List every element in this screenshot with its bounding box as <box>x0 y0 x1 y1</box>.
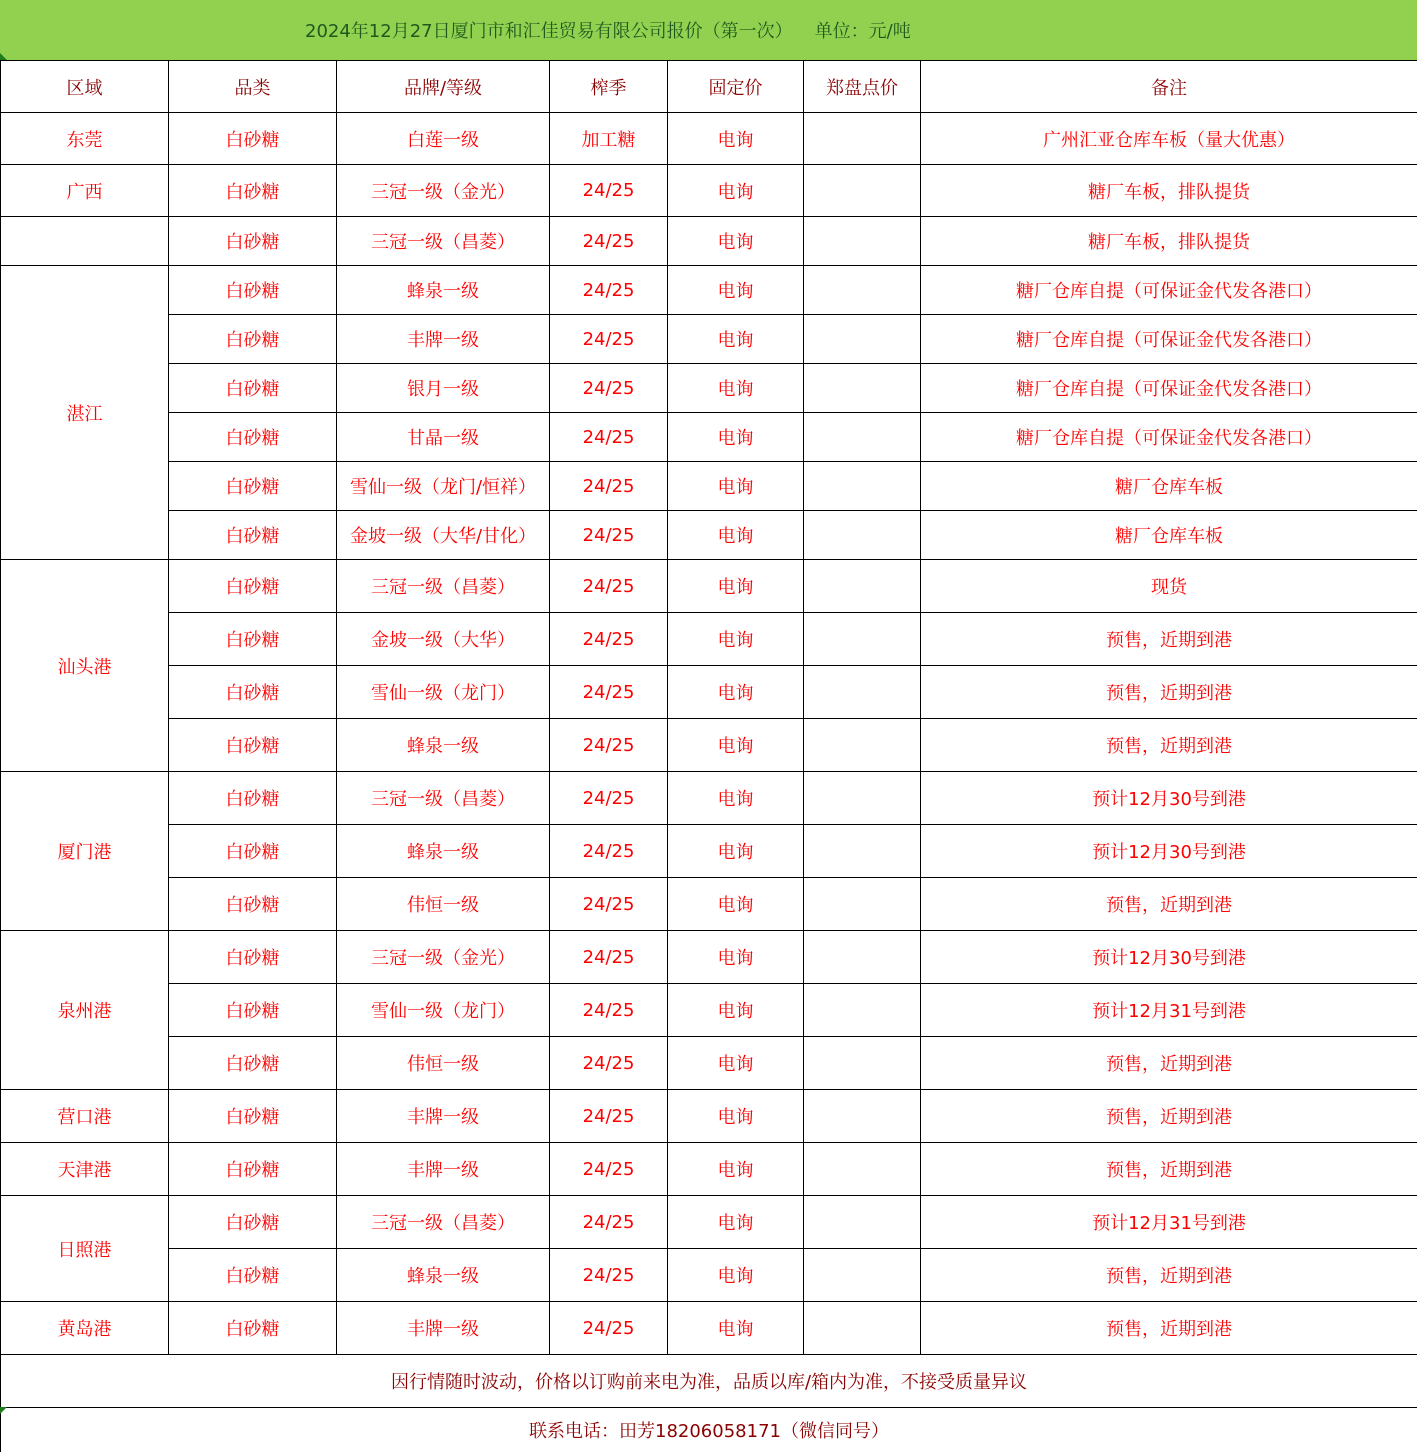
brand-cell: 蜂泉一级 <box>337 1249 550 1302</box>
fixed-price-cell: 电询 <box>668 315 804 364</box>
brand-cell: 三冠一级（昌菱） <box>337 772 550 825</box>
table-row <box>1 462 1417 511</box>
cell-indicator-icon <box>0 53 7 60</box>
brand-cell: 三冠一级（昌菱） <box>337 217 550 266</box>
note-cell: 预售，近期到港 <box>921 1249 1417 1302</box>
category-cell: 白砂糖 <box>169 931 337 984</box>
season-cell: 加工糖 <box>550 113 668 165</box>
note-cell: 预售，近期到港 <box>921 719 1417 772</box>
category-cell: 白砂糖 <box>169 266 337 315</box>
table-row <box>1 1037 1417 1090</box>
category-cell: 白砂糖 <box>169 719 337 772</box>
season-cell: 24/25 <box>550 984 668 1037</box>
zheng-price-cell <box>804 931 921 984</box>
brand-cell: 银月一级 <box>337 364 550 413</box>
region-cell: 营口港 <box>1 1090 169 1143</box>
note-cell: 预售，近期到港 <box>921 1143 1417 1196</box>
fixed-price-cell: 电询 <box>668 719 804 772</box>
table-row <box>1 165 1417 217</box>
brand-cell: 雪仙一级（龙门/恒祥） <box>337 462 550 511</box>
table-row <box>1 413 1417 462</box>
table-row <box>1 666 1417 719</box>
category-cell: 白砂糖 <box>169 772 337 825</box>
category-cell: 白砂糖 <box>169 825 337 878</box>
note-cell: 现货 <box>921 560 1417 613</box>
contact-row <box>1 1408 1417 1452</box>
zheng-price-cell <box>804 1090 921 1143</box>
season-cell: 24/25 <box>550 1302 668 1355</box>
brand-cell: 金坡一级（大华/甘化） <box>337 511 550 560</box>
fixed-price-cell: 电询 <box>668 1302 804 1355</box>
col-header-zheng-price: 郑盘点价 <box>804 61 921 113</box>
category-cell: 白砂糖 <box>169 878 337 931</box>
zheng-price-cell <box>804 984 921 1037</box>
region-cell <box>1 217 169 266</box>
zheng-price-cell <box>804 825 921 878</box>
zheng-price-cell <box>804 217 921 266</box>
col-header-category: 品类 <box>169 61 337 113</box>
season-cell: 24/25 <box>550 878 668 931</box>
note-cell: 糖厂仓库自提（可保证金代发各港口） <box>921 315 1417 364</box>
season-cell: 24/25 <box>550 560 668 613</box>
table-row <box>1 511 1417 560</box>
title-bar <box>0 0 1417 60</box>
season-cell: 24/25 <box>550 613 668 666</box>
category-cell: 白砂糖 <box>169 511 337 560</box>
fixed-price-cell: 电询 <box>668 613 804 666</box>
fixed-price-cell: 电询 <box>668 1196 804 1249</box>
category-cell: 白砂糖 <box>169 666 337 719</box>
season-cell: 24/25 <box>550 1090 668 1143</box>
fixed-price-cell: 电询 <box>668 462 804 511</box>
zheng-price-cell <box>804 413 921 462</box>
season-cell: 24/25 <box>550 315 668 364</box>
note-cell: 预售，近期到港 <box>921 666 1417 719</box>
fixed-price-cell: 电询 <box>668 878 804 931</box>
zheng-price-cell <box>804 666 921 719</box>
zheng-price-cell <box>804 1302 921 1355</box>
zheng-price-cell <box>804 1143 921 1196</box>
season-cell: 24/25 <box>550 413 668 462</box>
region-cell: 东莞 <box>1 113 169 165</box>
fixed-price-cell: 电询 <box>668 931 804 984</box>
region-cell: 日照港 <box>1 1196 169 1302</box>
fixed-price-cell: 电询 <box>668 1090 804 1143</box>
note-cell: 广州汇亚仓库车板（量大优惠） <box>921 113 1417 165</box>
brand-cell: 三冠一级（昌菱） <box>337 1196 550 1249</box>
note-cell: 预计12月31号到港 <box>921 984 1417 1037</box>
brand-cell: 三冠一级（昌菱） <box>337 560 550 613</box>
table-row <box>1 560 1417 613</box>
season-cell: 24/25 <box>550 165 668 217</box>
price-table <box>0 60 1417 1452</box>
category-cell: 白砂糖 <box>169 364 337 413</box>
category-cell: 白砂糖 <box>169 1090 337 1143</box>
cell-indicator-icon <box>0 1407 7 1414</box>
note-cell: 预计12月30号到港 <box>921 931 1417 984</box>
season-cell: 24/25 <box>550 1196 668 1249</box>
table-row <box>1 613 1417 666</box>
season-cell: 24/25 <box>550 772 668 825</box>
category-cell: 白砂糖 <box>169 113 337 165</box>
note-cell: 糖厂仓库自提（可保证金代发各港口） <box>921 266 1417 315</box>
brand-cell: 丰牌一级 <box>337 1143 550 1196</box>
table-row <box>1 315 1417 364</box>
disclaimer-text: 因行情随时波动，价格以订购前来电为准，品质以库/箱内为准，不接受质量异议 <box>1 1355 1417 1408</box>
zheng-price-cell <box>804 1249 921 1302</box>
col-header-fixed-price: 固定价 <box>668 61 804 113</box>
fixed-price-cell: 电询 <box>668 1143 804 1196</box>
zheng-price-cell <box>804 878 921 931</box>
category-cell: 白砂糖 <box>169 1249 337 1302</box>
col-header-season: 榨季 <box>550 61 668 113</box>
fixed-price-cell: 电询 <box>668 113 804 165</box>
table-row <box>1 1143 1417 1196</box>
region-cell: 湛江 <box>1 266 169 560</box>
table-row <box>1 984 1417 1037</box>
category-cell: 白砂糖 <box>169 560 337 613</box>
season-cell: 24/25 <box>550 217 668 266</box>
region-cell: 厦门港 <box>1 772 169 931</box>
season-cell: 24/25 <box>550 719 668 772</box>
col-header-region: 区域 <box>1 61 169 113</box>
category-cell: 白砂糖 <box>169 1143 337 1196</box>
table-row <box>1 825 1417 878</box>
zheng-price-cell <box>804 1037 921 1090</box>
brand-cell: 丰牌一级 <box>337 1302 550 1355</box>
category-cell: 白砂糖 <box>169 462 337 511</box>
fixed-price-cell: 电询 <box>668 511 804 560</box>
category-cell: 白砂糖 <box>169 984 337 1037</box>
fixed-price-cell: 电询 <box>668 1037 804 1090</box>
note-cell: 预计12月30号到港 <box>921 772 1417 825</box>
contact-text: 联系电话：田芳18206058171（微信同号） <box>1 1408 1417 1452</box>
zheng-price-cell <box>804 462 921 511</box>
brand-cell: 三冠一级（金光） <box>337 165 550 217</box>
category-cell: 白砂糖 <box>169 165 337 217</box>
fixed-price-cell: 电询 <box>668 165 804 217</box>
note-cell: 预售，近期到港 <box>921 1037 1417 1090</box>
category-cell: 白砂糖 <box>169 613 337 666</box>
region-cell: 黄岛港 <box>1 1302 169 1355</box>
zheng-price-cell <box>804 165 921 217</box>
note-cell: 预计12月30号到港 <box>921 825 1417 878</box>
zheng-price-cell <box>804 1196 921 1249</box>
table-row <box>1 1196 1417 1249</box>
note-cell: 糖厂车板，排队提货 <box>921 217 1417 266</box>
season-cell: 24/25 <box>550 1249 668 1302</box>
region-cell: 泉州港 <box>1 931 169 1090</box>
note-cell: 预售，近期到港 <box>921 1302 1417 1355</box>
region-cell: 广西 <box>1 165 169 217</box>
fixed-price-cell: 电询 <box>668 364 804 413</box>
table-row <box>1 113 1417 165</box>
col-header-brand: 品牌/等级 <box>337 61 550 113</box>
brand-cell: 金坡一级（大华） <box>337 613 550 666</box>
brand-cell: 伟恒一级 <box>337 1037 550 1090</box>
fixed-price-cell: 电询 <box>668 560 804 613</box>
note-cell: 糖厂仓库车板 <box>921 511 1417 560</box>
brand-cell: 蜂泉一级 <box>337 719 550 772</box>
category-cell: 白砂糖 <box>169 1302 337 1355</box>
table-row <box>1 719 1417 772</box>
brand-cell: 甘晶一级 <box>337 413 550 462</box>
season-cell: 24/25 <box>550 1143 668 1196</box>
season-cell: 24/25 <box>550 511 668 560</box>
season-cell: 24/25 <box>550 462 668 511</box>
table-row <box>1 266 1417 315</box>
fixed-price-cell: 电询 <box>668 825 804 878</box>
season-cell: 24/25 <box>550 825 668 878</box>
fixed-price-cell: 电询 <box>668 217 804 266</box>
category-cell: 白砂糖 <box>169 315 337 364</box>
fixed-price-cell: 电询 <box>668 266 804 315</box>
fixed-price-cell: 电询 <box>668 984 804 1037</box>
zheng-price-cell <box>804 511 921 560</box>
region-cell: 汕头港 <box>1 560 169 772</box>
season-cell: 24/25 <box>550 1037 668 1090</box>
season-cell: 24/25 <box>550 666 668 719</box>
table-row <box>1 364 1417 413</box>
note-cell: 预售，近期到港 <box>921 1090 1417 1143</box>
zheng-price-cell <box>804 113 921 165</box>
header-row <box>1 61 1417 113</box>
brand-cell: 白莲一级 <box>337 113 550 165</box>
zheng-price-cell <box>804 315 921 364</box>
brand-cell: 丰牌一级 <box>337 1090 550 1143</box>
category-cell: 白砂糖 <box>169 217 337 266</box>
sheet-title: 2024年12月27日厦门市和汇佳贸易有限公司报价（第一次） <box>305 21 793 42</box>
disclaimer-row <box>1 1355 1417 1408</box>
note-cell: 预计12月31号到港 <box>921 1196 1417 1249</box>
zheng-price-cell <box>804 772 921 825</box>
table-row <box>1 1249 1417 1302</box>
category-cell: 白砂糖 <box>169 1196 337 1249</box>
table-body <box>1 113 1417 1355</box>
season-cell: 24/25 <box>550 364 668 413</box>
table-row <box>1 217 1417 266</box>
table-row <box>1 772 1417 825</box>
zheng-price-cell <box>804 266 921 315</box>
note-cell: 糖厂仓库自提（可保证金代发各港口） <box>921 364 1417 413</box>
season-cell: 24/25 <box>550 266 668 315</box>
region-cell: 天津港 <box>1 1143 169 1196</box>
brand-cell: 蜂泉一级 <box>337 825 550 878</box>
brand-cell: 蜂泉一级 <box>337 266 550 315</box>
category-cell: 白砂糖 <box>169 1037 337 1090</box>
fixed-price-cell: 电询 <box>668 413 804 462</box>
brand-cell: 伟恒一级 <box>337 878 550 931</box>
zheng-price-cell <box>804 719 921 772</box>
note-cell: 糖厂仓库车板 <box>921 462 1417 511</box>
brand-cell: 三冠一级（金光） <box>337 931 550 984</box>
note-cell: 预售，近期到港 <box>921 878 1417 931</box>
table-row <box>1 931 1417 984</box>
table-row <box>1 878 1417 931</box>
note-cell: 预售，近期到港 <box>921 613 1417 666</box>
fixed-price-cell: 电询 <box>668 1249 804 1302</box>
table-row <box>1 1302 1417 1355</box>
note-cell: 糖厂仓库自提（可保证金代发各港口） <box>921 413 1417 462</box>
category-cell: 白砂糖 <box>169 413 337 462</box>
brand-cell: 雪仙一级（龙门） <box>337 984 550 1037</box>
fixed-price-cell: 电询 <box>668 666 804 719</box>
unit-label: 单位：元/吨 <box>814 21 911 42</box>
note-cell: 糖厂车板，排队提货 <box>921 165 1417 217</box>
table-row <box>1 1090 1417 1143</box>
zheng-price-cell <box>804 560 921 613</box>
col-header-note: 备注 <box>921 61 1417 113</box>
brand-cell: 丰牌一级 <box>337 315 550 364</box>
season-cell: 24/25 <box>550 931 668 984</box>
brand-cell: 雪仙一级（龙门） <box>337 666 550 719</box>
zheng-price-cell <box>804 364 921 413</box>
zheng-price-cell <box>804 613 921 666</box>
fixed-price-cell: 电询 <box>668 772 804 825</box>
